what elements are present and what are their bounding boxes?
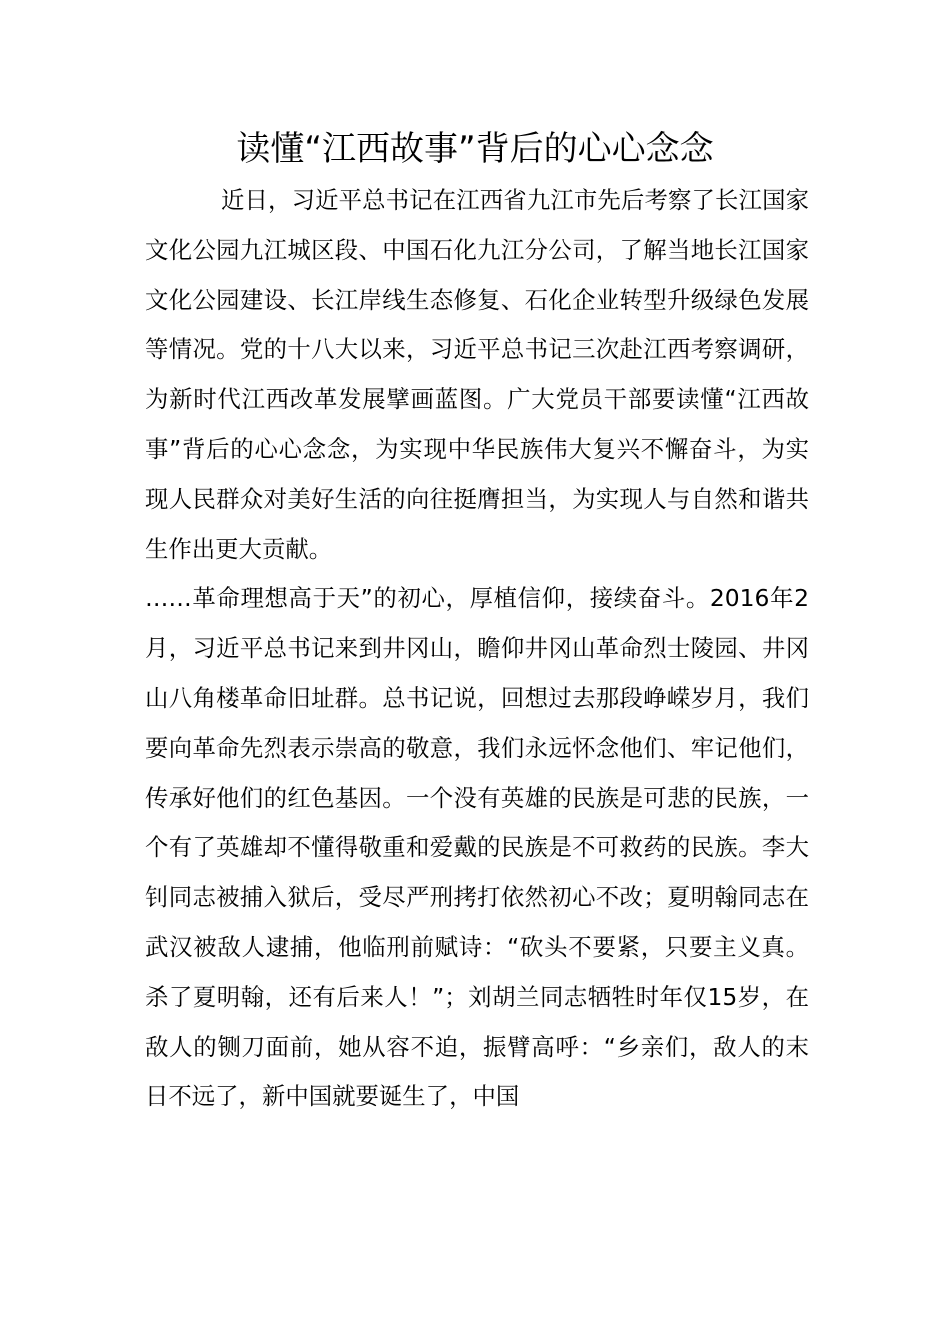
document-body [145, 176, 809, 1122]
paragraph-intro: 近日，习近平总书记在江西省九江市先后考察了长江国家文化公园九江城区段、中国石化九江分公司，了解当地长江国家文化公园建设、长江岸线生态修复、石化企业转型升级绿色发展等情况。党的十八大以来，习近平总书记三次赴江西考察调研，为新时代江西改革发展擘画蓝图。广大党员干部要读懂“江西故事”背后的心心念念，为实现中华民族伟大复兴不懈奋斗，为实现人民群众对美好生活的向往挺膺担当，为实现人与自然和谐共生作出更大贡献。 [145, 186, 809, 563]
document-title: 读懂“江西故事”背后的心心念念 [236, 129, 714, 169]
paragraph-revolution: ……革命理想高于天”的初心，厚植信仰，接续奋斗。2016年2月，习近平总书记来到井冈山，瞻仰井冈山革命烈士陵园、井冈山八角楼革命旧址群。总书记说，回想过去那段峥嵘岁月，我们要向革命先烈表示崇高的敬意，我们永远怀念他们、牢记他们，传承好他们的红色基因。一个没有英雄的民族是可悲的民族，一个有了英雄却不懂得敬重和爱戴的民族是不可救药的民族。李大钊同志被捕入狱后，受尽严刑拷打依然初心不改；夏明翰同志在武汉被敌人逮捕，他临刑前赋诗：“砍头不要紧，只要主义真。杀了夏明翰，还有后来人！”；刘胡兰同志牺牲时年仅15岁，在敌人的铡刀面前，她从容不迫，振臂高呼：“乡亲们，敌人的末日不远了，新中国就要诞生了，中国 [145, 584, 809, 1111]
